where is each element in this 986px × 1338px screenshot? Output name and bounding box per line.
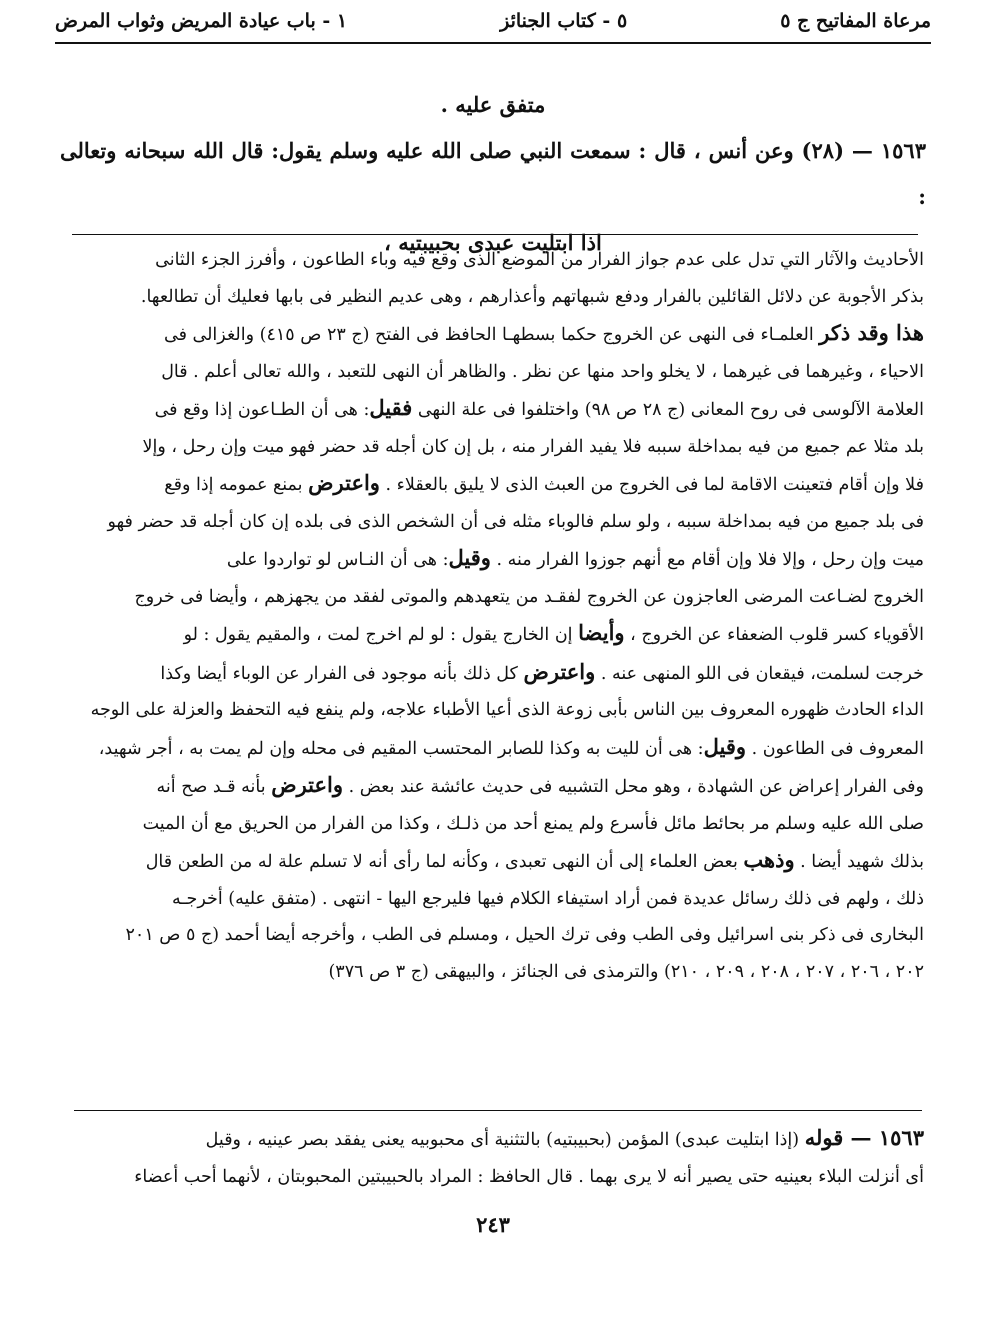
- commentary-line: ذلك ، ولهم فى ذلك رسائل عديدة فمن أراد استيفاء الكلام فيها فليرجع اليها - انتهى . (متفق عليه) أخرجـه: [172, 888, 924, 909]
- keyword: هذا وقد ذكر: [819, 320, 924, 345]
- commentary-line: [62, 615, 924, 654]
- commentary-separator: [74, 1110, 922, 1111]
- keyword: ١٥٦٣ — قوله: [804, 1125, 924, 1150]
- commentary-text: : هى أن لليت به وكذا للصابر المحتسب المقيم فى محله وإن لم يمت به ، أجر شهيد،: [98, 738, 704, 759]
- header-book-title: مرعاة المفاتيح ج ٥: [780, 10, 931, 32]
- keyword: واعترض: [271, 772, 344, 797]
- commentary-text: إن الخارج يقول : لو لم اخرج لمت ، والمقيم يقول : لو: [183, 625, 573, 645]
- keyword: وقيل: [448, 545, 491, 570]
- commentary-text: ميت وإن رحل ، وإلا فلا وإن أقام مع أنهم جوزوا الفرار منه .: [496, 550, 924, 570]
- commentary-text: الأقوياء كسر قلوب الضعفاء عن الخروج ،: [630, 625, 924, 645]
- commentary-text: خرجت لسلمت، فيقعان فى اللو المنهى عنه .: [600, 663, 924, 684]
- commentary-text: بمنع عمومه إذا وقع: [164, 475, 303, 495]
- text-footnote-divider: [72, 234, 918, 235]
- commentary-text: بأنه قـد صح أنه: [156, 777, 266, 797]
- commentary-line: الداء الحادث ظهوره المعروف بين الناس بأبى زوعة الذى أعيا الأطباء علاجه، ولم ينفع فيه التحفظ والعزلة على الوجه: [90, 700, 924, 720]
- commentary-text: وفى الفرار إعراض عن الشهادة ، وهو محل التشبيه فى حديث عائشة عند بعض .: [348, 777, 924, 797]
- commentary-block: [62, 242, 924, 990]
- page-number: ٢٤٣: [476, 1212, 510, 1237]
- commentary-line: [62, 315, 924, 354]
- commentary-line: الاحياء ، وغيرهما فى غيرهما ، لا يخلو واحد منها عن نظر . والظاهر أن النهى للتعبد ، والله تعالى أعلم . قال: [161, 361, 924, 382]
- header-section: ١ - باب عيادة المريض وثواب المرض: [55, 10, 348, 32]
- commentary-text: بذلك شهيد أيضا .: [800, 852, 924, 872]
- commentary-line: أى أنزلت البلاء بعينيه حتى يصير أنه لا يرى بهما . قال الحافظ : المراد بالحبيبتين المحبوبتان ، لأنهما أحب أعضاء: [134, 1166, 924, 1187]
- commentary-text: بعض العلماء إلى أن النهى تعبدى ، وكأنه لما رأى أنه لا تسلم علة له من الطعن قال: [145, 852, 738, 872]
- commentary-line: ٢٠٢ ، ٢٠٦ ، ٢٠٧ ، ٢٠٨ ، ٢٠٩ ، ٢١٠) والترمذى فى الجنائز ، والبيهقى (ج ٣ ص ٣٧٦): [328, 961, 924, 982]
- commentary-line: صلى الله عليه وسلم مر بحائط مائل فأسرع ولم يمنع أحد من ذلـك ، وكذا من الفرار من الحريق مع أن الميت: [142, 813, 924, 834]
- commentary-text: العلامة الآلوسى فى روح المعانى (ج ٢٨ ص ٩٨) واختلفوا فى علة النهى: [417, 400, 924, 420]
- commentary-line: الأحاديث والآثار التي تدل على عدم جواز الفرار من الموضع الذى وقع فيه وباء الطاعون ، وأفرز الجزء الثانى: [155, 250, 924, 270]
- commentary-line: [62, 390, 924, 429]
- commentary-text: : هى أن النـاس لو تواردوا على: [226, 550, 449, 570]
- commentary-line: بلد مثلا عم جميع من فيه بمداخلة سببه فلا يفيد الفرار منه ، بل إن كان أجله قد حضر فهو ميت وإن رحل ، وإلا: [142, 436, 924, 457]
- commentary-text: كل ذلك بأنه موجود فى الفرار عن الوباء أيضا وكذا: [160, 663, 518, 684]
- commentary-line: [62, 767, 924, 806]
- commentary-text: : هى أن الطـاعون إذا وقع فى: [154, 400, 370, 420]
- hadith-continuation: اذا ابتليت عبدى بحبيبتيه ،: [384, 230, 602, 255]
- commentary-line: [62, 540, 924, 579]
- header-rule: [55, 42, 931, 44]
- running-header: [55, 4, 931, 38]
- keyword: وذهب: [743, 847, 795, 872]
- commentary-line: البخارى فى ذكر بنى اسرائيل وفى الطب وفى ترك الحيل ، ومسلم فى الطب ، وأخرجه أيضا أحمد (ج ٥ ص ٢٠١: [125, 925, 924, 945]
- commentary-line: [62, 465, 924, 504]
- commentary-text: المعروف فى الطاعون .: [751, 738, 924, 759]
- commentary-text: (إذا ابتليت عبدى) المؤمن (بحبيبتيه) بالتثنية أى محبوبيه يعنى يفقد بصر عينيه ، وقيل: [205, 1130, 800, 1150]
- keyword: واعترض: [308, 470, 380, 495]
- hadith-opening: ١٥٦٣ — (٢٨) وعن أنس ، قال : سمعت النبي صلى الله عليه وسلم يقول: قال الله سبحانه وتعالى :: [60, 138, 926, 209]
- keyword: وقيل: [703, 733, 746, 759]
- commentary-line: [62, 654, 924, 693]
- commentary-line: [62, 1120, 924, 1159]
- commentary-text: العلمـاء فى النهى عن الخروج حكما بسطهـا الحافظ فى الفتح (ج ٢٣ ص ٤١٥) والغزالى فى: [164, 325, 814, 345]
- commentary-line: فى بلد جميع من فيه بمداخلة سببه ، ولو سلم فالوباء مثله فى أن الشخص الذى فى بلده إن كان أجله قد حضر فهو: [107, 511, 924, 532]
- keyword: فقيل: [369, 395, 413, 420]
- commentary-text: فلا وإن أقام فتعينت الاقامة لما فى الخروج من العبث الذى لا يليق بالعقلاء .: [385, 475, 924, 495]
- commentary-line: [62, 842, 924, 881]
- previous-hadith-ending: متفق عليه .: [440, 92, 546, 117]
- second-commentary-block: [62, 1120, 924, 1195]
- header-chapter: ٥ - كتاب الجنائز: [500, 10, 628, 32]
- commentary-line: [62, 729, 924, 768]
- commentary-line: بذكر الأجوبة عن دلائل القائلين بالفرار ودفع شبهاتهم وأعذارهم ، وهى عديم النظير فى بابها فعليك أن تطالعها.: [140, 286, 924, 307]
- commentary-line: الخروج لضـاعت المرضى العاجزون عن الخروج لفقـد من يتعهدهم والموتى لفقد من يجهزهم ، وأيضا فى خروج: [134, 586, 924, 607]
- keyword: وأيضا: [578, 620, 625, 645]
- keyword: واعترض: [523, 658, 596, 684]
- hadith-text: [60, 82, 926, 266]
